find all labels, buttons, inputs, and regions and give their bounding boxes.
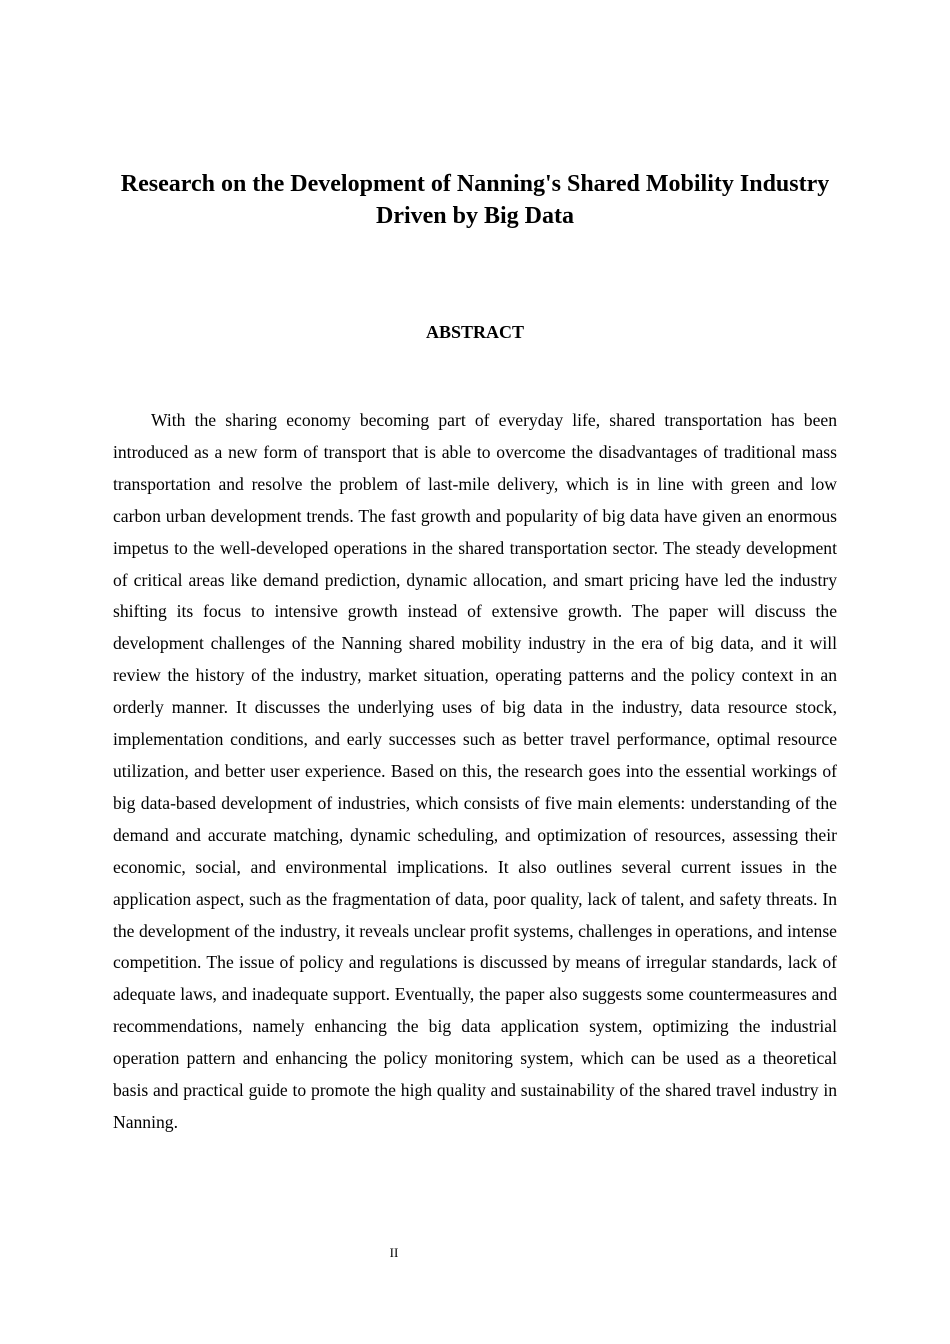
document-title: Research on the Development of Nanning's Shared Mobility Industry Driven by Big Data <box>120 171 830 229</box>
page-number: II <box>389 1245 399 1260</box>
abstract-heading: ABSTRACT <box>425 322 525 342</box>
abstract-paragraph: With the sharing economy becoming part of everyday life, shared transportation has been introduced as a new form of transport that is able to overcome the disadvantages of traditional mass transportation and resolve the problem of last-mile delivery, which is in line with green and low carbon urban development trends. The fast growth and popularity of big data have given an enormous impetus to the well-developed operations in the shared transportation sector. The steady development of critical areas like demand prediction, dynamic allocation, and smart pricing have led the industry shifting its focus to intensive growth instead of extensive growth. The paper will discuss the development challenges of the Nanning shared mobility industry in the era of big data, and it will review the history of the industry, market situation, operating patterns and the policy context in an orderly manner. It discusses the underlying uses of big data in the industry, data resource stock, implementation conditions, and early successes such as better travel performance, optimal resource utilization, and better user experience. Based on this, the research goes into the essential workings of big data-based development of industries, which consists of five main elements: understanding of the demand and accurate matching, dynamic scheduling, and optimization of resources, assessing their economic, social, and environmental implications. It also outlines several current issues in the application aspect, such as the fragmentation of data, poor quality, lack of talent, and safety threats. In the development of the industry, it reveals unclear profit systems, challenges in operations, and intense competition. The issue of policy and regulations is discussed by means of irregular standards, lack of adequate laws, and inadequate support. Eventually, the paper also suggests some countermeasures and recommendations, namely enhancing the big data application system, optimizing the industrial operation pattern and enhancing the policy monitoring system, which can be used as a theoretical basis and practical guide to promote the high quality and sustainability of the shared travel industry in Nanning. <box>113 410 837 1132</box>
